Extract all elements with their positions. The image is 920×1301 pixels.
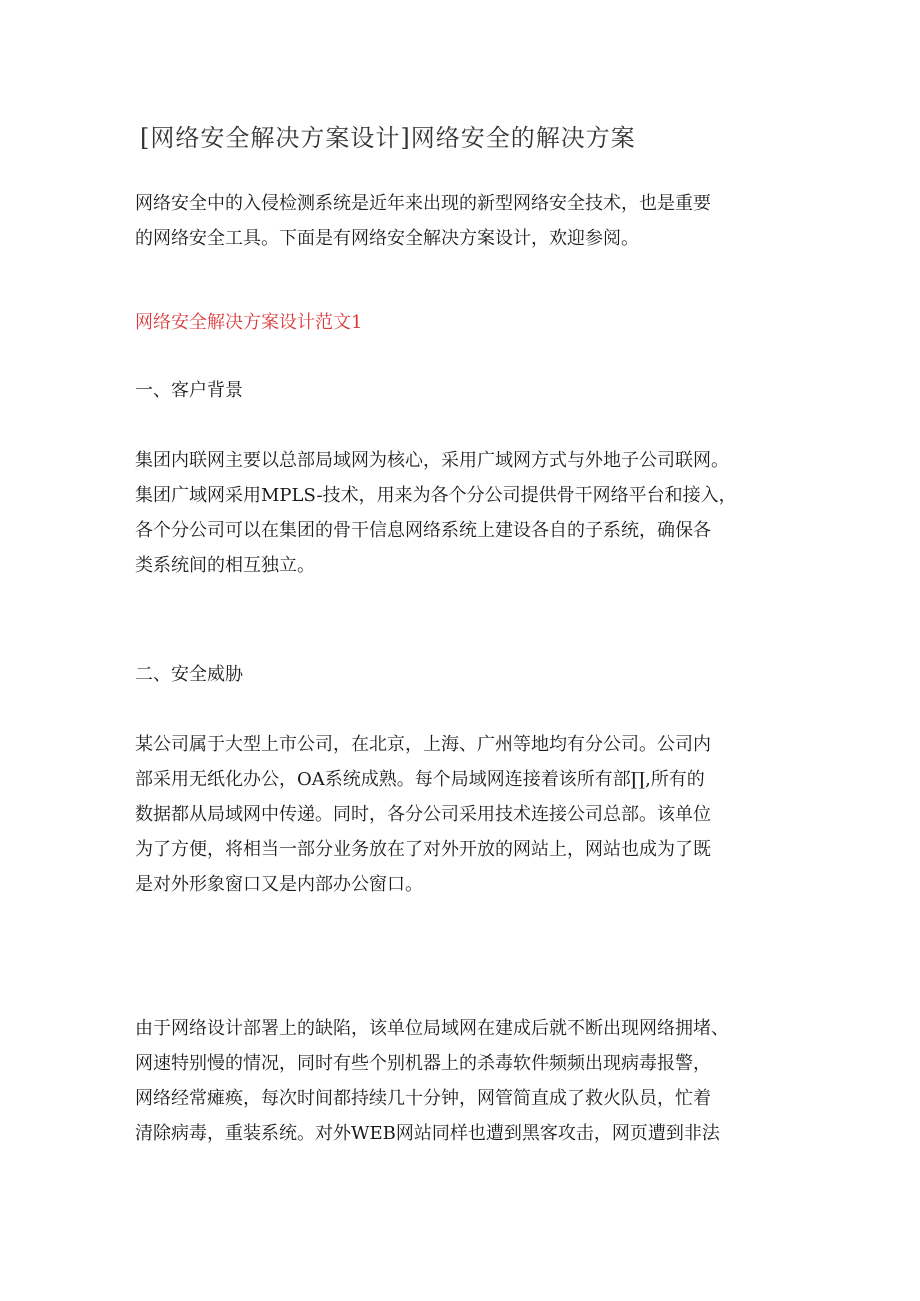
paragraph-line: 各个分公司可以在集团的骨干信息网络系统上建设各自的子系统，确保各 [135, 520, 711, 541]
customer-background-paragraph [135, 443, 795, 583]
paragraph-line: 数据都从局域网中传递。同时，各分公司采用技术连接公司总部。该单位 [135, 804, 711, 825]
intro-line: 的网络安全工具。下面是有网络安全解决方案设计，欢迎参阅。 [135, 228, 639, 249]
paragraph-line: 部采用无纸化办公，OA系统成熟。每个局域网连接着该所有部∏,所有的 [135, 769, 705, 790]
intro-line: 网络安全中的入侵检测系统是近年来出现的新型网络安全技术，也是重要 [135, 193, 711, 214]
intro-paragraph [135, 186, 795, 256]
section-heading-security-threats: 二、安全威胁 [135, 664, 243, 685]
paragraph-line: 清除病毒，重装系统。对外WEB网站同样也遭到黑客攻击，网页遭到非法 [135, 1123, 720, 1144]
paragraph-line: 集团内联网主要以总部局域网为核心，采用广域网方式与外地子公司联网。 [135, 450, 729, 471]
paragraph-line: 网络经常瘫痪，每次时间都持续几十分钟，网管简直成了救火队员，忙着 [135, 1088, 711, 1109]
paragraph-line: 某公司属于大型上市公司，在北京，上海、广州等地均有分公司。公司内 [135, 734, 711, 755]
security-threats-paragraph-2 [135, 1011, 795, 1151]
security-threats-paragraph-1 [135, 727, 795, 902]
paragraph-line: 网速特别慢的情况，同时有些个别机器上的杀毒软件频频出现病毒报警， [135, 1053, 711, 1074]
paragraph-line: 为了方便，将相当一部分业务放在了对外开放的网站上，网站也成为了既 [135, 839, 711, 860]
section-heading-customer-background: 一、客户背景 [135, 380, 243, 401]
paragraph-line: 集团广域网采用MPLS-技术，用来为各个分公司提供骨干网络平台和接入， [135, 485, 737, 506]
paragraph-line: 由于网络设计部署上的缺陷，该单位局域网在建成后就不断出现网络拥堵、 [135, 1018, 729, 1039]
paragraph-line: 是对外形象窗口又是内部办公窗口。 [135, 874, 423, 895]
paragraph-line: 类系统间的相互独立。 [135, 555, 315, 576]
document-title: [网络安全解决方案设计]网络安全的解决方案 [140, 124, 636, 152]
sample-heading: 网络安全解决方案设计范文1 [135, 312, 363, 333]
